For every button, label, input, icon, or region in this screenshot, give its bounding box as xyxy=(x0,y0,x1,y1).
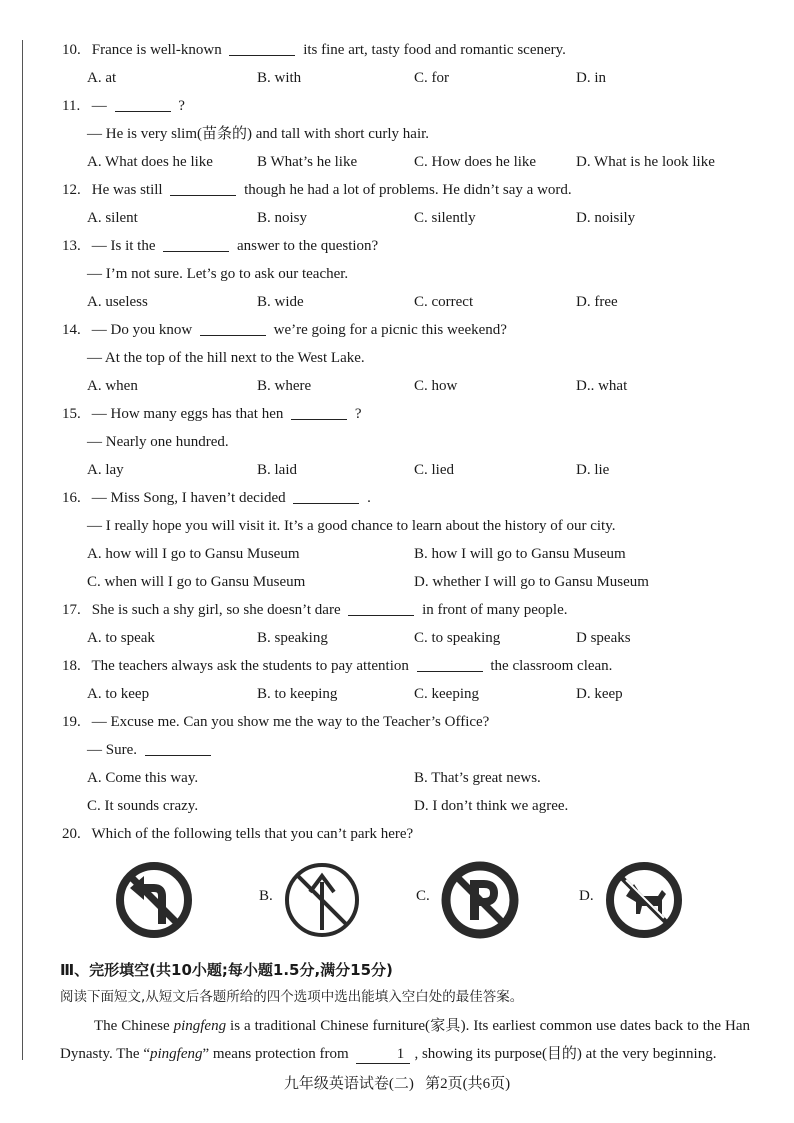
sign-label-c: C. xyxy=(416,888,430,904)
answer-blank xyxy=(163,235,229,252)
question-stem: — How many eggs has that hen xyxy=(91,406,284,422)
question-number: 20. xyxy=(62,826,81,842)
options-19-row-1 xyxy=(62,764,762,792)
options-11 xyxy=(62,148,762,176)
option-c: C. keeping xyxy=(414,686,479,702)
dialogue-line: — He is very slim(苗条的) and tall with short curly hair. xyxy=(87,126,430,142)
option-a: A. useless xyxy=(87,294,148,310)
dialogue-text: — Sure. xyxy=(87,742,137,758)
binding-margin-line xyxy=(22,40,23,1060)
question-number: 12. xyxy=(62,182,81,198)
option-c: C. lied xyxy=(414,462,454,478)
answer-blank xyxy=(293,487,359,504)
dialogue-line: — At the top of the hill next to the West Lake. xyxy=(87,350,365,366)
question-10 xyxy=(62,36,762,64)
footer-page-number: 第2页(共6页) xyxy=(425,1076,511,1092)
question-stem-end: though he had a lot of problems. He didn’t say a word. xyxy=(244,182,572,198)
exam-page xyxy=(62,36,762,1068)
question-stem: The teachers always ask the students to pay attention xyxy=(91,658,409,674)
option-d: D. noisily xyxy=(576,210,636,226)
question-number: 10. xyxy=(62,42,81,58)
no-parking-sign-icon xyxy=(440,860,520,940)
option-b: B. noisy xyxy=(257,210,308,226)
answer-blank xyxy=(229,39,295,56)
question-stem-end: the classroom clean. xyxy=(490,658,613,674)
option-b: B. with xyxy=(257,70,302,86)
section-heading: Ⅲ、完形填空(共10小题;每小题1.5分,满分15分) xyxy=(60,961,393,979)
answer-blank xyxy=(170,179,236,196)
question-stem: — Do you know xyxy=(91,322,193,338)
options-16-row-1 xyxy=(62,540,762,568)
option-a: A. What does he like xyxy=(87,154,213,170)
question-17 xyxy=(62,596,762,624)
question-stem-end: in front of many people. xyxy=(422,602,568,618)
para-text-3: ” means protection from xyxy=(202,1046,353,1062)
sign-label-b: B. xyxy=(259,888,273,904)
dialogue-line: — I’m not sure. Let’s go to ask our teacher. xyxy=(87,266,349,282)
question-stem: Which of the following tells that you can’t park here? xyxy=(91,826,414,842)
question-number: 13. xyxy=(62,238,81,254)
dialogue-line: — I really hope you will visit it. It’s a good chance to learn about the history of our city. xyxy=(87,518,616,534)
question-number: 18. xyxy=(62,658,81,674)
question-stem: — Excuse me. Can you show me the way to the Teacher’s Office? xyxy=(91,714,490,730)
question-stem-end: we’re going for a picnic this weekend? xyxy=(273,322,507,338)
sign-options xyxy=(62,848,762,956)
option-b: B. wide xyxy=(257,294,304,310)
question-18 xyxy=(62,652,762,680)
para-text-4: , showing its purpose(目的) at the very beginning. xyxy=(414,1046,717,1062)
question-stem-end: . xyxy=(367,490,371,506)
para-text-2: is a traditional Chinese furniture(家具). Its earliest common use dates back to the Han Dynasty. The “ xyxy=(60,1018,750,1062)
option-b: B. speaking xyxy=(257,630,328,646)
question-number: 16. xyxy=(62,490,81,506)
answer-blank xyxy=(145,739,211,756)
question-stem: She is such a shy girl, so she doesn’t dare xyxy=(91,602,341,618)
option-d: D. whether I will go to Gansu Museum xyxy=(414,574,649,590)
options-15 xyxy=(62,456,762,484)
option-a: A. when xyxy=(87,378,138,394)
option-c: C. for xyxy=(414,70,449,86)
answer-blank xyxy=(291,403,347,420)
question-20 xyxy=(62,820,762,848)
cloze-paragraph xyxy=(60,1012,750,1068)
dialogue-line xyxy=(62,736,762,764)
question-number: 17. xyxy=(62,602,81,618)
option-d: D. keep xyxy=(576,686,623,702)
question-stem-end: its fine art, tasty food and romantic scenery. xyxy=(303,42,566,58)
option-c: C. It sounds crazy. xyxy=(87,798,199,814)
option-a: A. lay xyxy=(87,462,124,478)
option-d: D.. what xyxy=(576,378,628,394)
options-17 xyxy=(62,624,762,652)
no-dogs-sign-icon xyxy=(604,860,684,940)
option-b: B What’s he like xyxy=(257,154,358,170)
question-16 xyxy=(62,484,762,512)
option-d: D. What is he look like xyxy=(576,154,715,170)
option-d: D. free xyxy=(576,294,618,310)
question-number: 19. xyxy=(62,714,81,730)
option-b: B. where xyxy=(257,378,312,394)
option-a: A. silent xyxy=(87,210,138,226)
option-d: D speaks xyxy=(576,630,631,646)
option-c: C. correct xyxy=(414,294,474,310)
question-19 xyxy=(62,708,762,736)
question-stem: He was still xyxy=(91,182,163,198)
question-number: 11. xyxy=(62,98,81,114)
option-b: B. That’s great news. xyxy=(414,770,541,786)
option-a: A. at xyxy=(87,70,117,86)
option-d: D. I don’t think we agree. xyxy=(414,798,569,814)
answer-blank xyxy=(200,319,266,336)
answer-blank xyxy=(115,95,171,112)
para-italic-2: pingfeng xyxy=(149,1046,203,1062)
option-d: D. in xyxy=(576,70,606,86)
option-b: B. laid xyxy=(257,462,297,478)
section-instruction: 阅读下面短文,从短文后各题所给的四个选项中选出能填入空白处的最佳答案。 xyxy=(60,989,524,1005)
option-b: B. to keeping xyxy=(257,686,338,702)
options-14 xyxy=(62,372,762,400)
options-19-row-2 xyxy=(62,792,762,820)
question-number: 14. xyxy=(62,322,81,338)
option-a: A. to keep xyxy=(87,686,150,702)
no-straight-ahead-sign-icon xyxy=(282,860,362,940)
question-stem-end: ? xyxy=(178,98,185,114)
question-13 xyxy=(62,232,762,260)
page-footer xyxy=(0,1072,794,1093)
question-stem: France is well-known xyxy=(91,42,222,58)
question-12 xyxy=(62,176,762,204)
option-a: A. to speak xyxy=(87,630,155,646)
question-11 xyxy=(62,92,762,120)
options-12 xyxy=(62,204,762,232)
option-c: C. how xyxy=(414,378,458,394)
answer-blank xyxy=(417,655,483,672)
options-10 xyxy=(62,64,762,92)
para-text-1: The Chinese xyxy=(94,1018,174,1034)
option-c: C. How does he like xyxy=(414,154,537,170)
question-stem: — Is it the xyxy=(91,238,156,254)
dialogue-dash: — xyxy=(91,98,107,114)
question-14 xyxy=(62,316,762,344)
footer-title: 九年级英语试卷(二) xyxy=(283,1076,414,1092)
cloze-blank-1: 1 xyxy=(356,1045,410,1064)
option-b: B. how I will go to Gansu Museum xyxy=(414,546,626,562)
question-stem: — Miss Song, I haven’t decided xyxy=(91,490,286,506)
option-a: A. how will I go to Gansu Museum xyxy=(87,546,300,562)
dialogue-line: — Nearly one hundred. xyxy=(87,434,229,450)
options-16-row-2 xyxy=(62,568,762,596)
option-c: C. to speaking xyxy=(414,630,501,646)
option-c: C. silently xyxy=(414,210,476,226)
options-13 xyxy=(62,288,762,316)
question-stem-end: answer to the question? xyxy=(237,238,379,254)
option-c: C. when will I go to Gansu Museum xyxy=(87,574,306,590)
para-italic-1: pingfeng xyxy=(173,1018,227,1034)
option-d: D. lie xyxy=(576,462,610,478)
options-18 xyxy=(62,680,762,708)
option-a: A. Come this way. xyxy=(87,770,199,786)
answer-blank xyxy=(348,599,414,616)
question-number: 15. xyxy=(62,406,81,422)
question-15 xyxy=(62,400,762,428)
question-stem-end: ? xyxy=(354,406,362,422)
no-left-turn-sign-icon xyxy=(114,860,194,940)
sign-label-d: D. xyxy=(579,888,594,904)
